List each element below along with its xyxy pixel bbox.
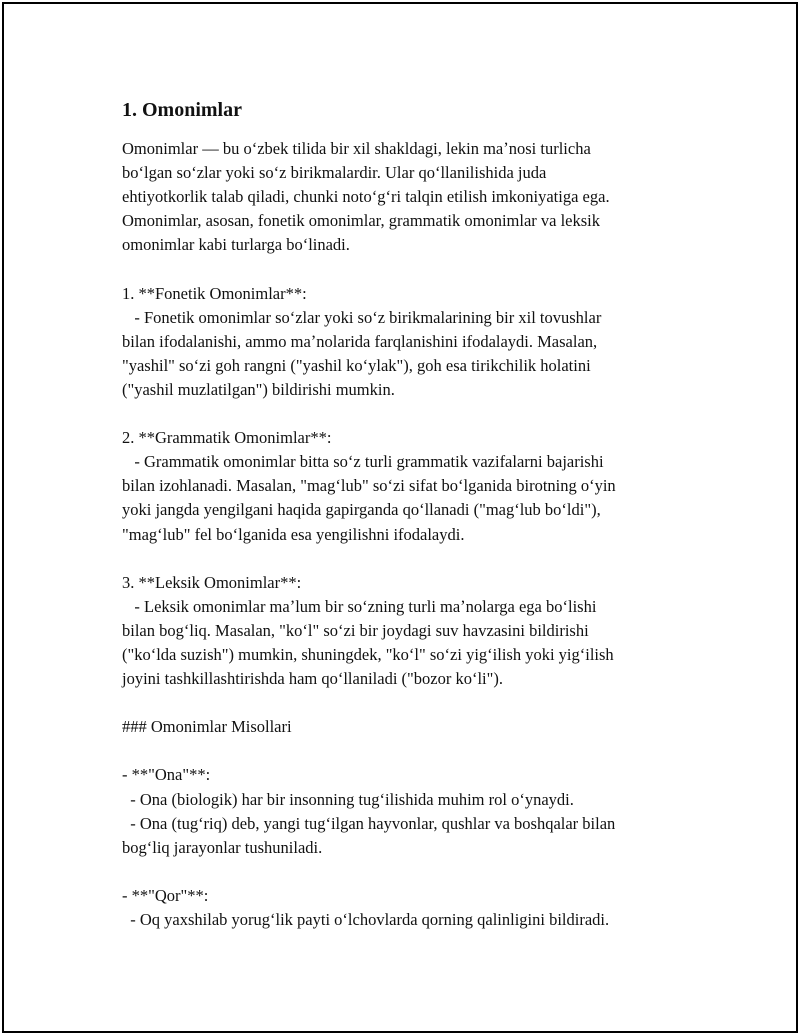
text-line: ("yashil muzlatilgan") bildirishi mumkin. (122, 379, 395, 399)
text-line: "magʻlub" fel boʻlganida esa yengilishni ifodalaydi. (122, 524, 465, 544)
text-line: bilan bogʻliq. Masalan, "koʻl" soʻzi bir joydagi suv havzasini bildirishi (122, 620, 589, 640)
text-line: bogʻliq jarayonlar tushuniladi. (122, 837, 323, 857)
text-line: - Oq yaxshilab yorugʻlik payti oʻlchovlarda qorning qalinligini bildiradi. (122, 910, 610, 929)
intro-paragraph (122, 137, 682, 257)
blank-line (122, 739, 682, 763)
text-line: yoki jangda yengilgani haqida gapirganda qoʻllanadi ("magʻlub boʻldi"), (122, 500, 601, 520)
section-heading: 2. **Grammatik Omonimlar**: (122, 428, 332, 448)
text-line: - Ona (tugʻriq) deb, yangi tugʻilgan hayvonlar, qushlar va boshqalar bilan (122, 813, 616, 833)
text-line: - Leksik omonimlar maʼlum bir soʻzning turli maʼnolarga ega boʻlishi (122, 596, 597, 616)
text-line: - Fonetik omonimlar soʻzlar yoki soʻz birikmalarining bir xil tovushlar (122, 307, 602, 327)
blank-line (122, 257, 682, 281)
text-line: bilan ifodalanishi, ammo maʼnolarida farqlanishini ifodalaydi. Masalan, (122, 331, 598, 351)
blank-line (122, 860, 682, 884)
examples-heading: ### Omonimlar Misollari (122, 717, 292, 737)
example-heading: - **"Qor"**: (122, 885, 209, 905)
example-ona (122, 763, 682, 859)
text-line: - Grammatik omonimlar bitta soʻz turli grammatik vazifalarni bajarishi (122, 452, 604, 472)
example-qor (122, 884, 682, 932)
section-heading: 1. **Fonetik Omonimlar**: (122, 283, 307, 303)
blank-line (122, 691, 682, 715)
text-line: boʻlgan soʻzlar yoki soʻz birikmalardir. Ular qoʻllanilishida juda (122, 163, 547, 183)
section-grammatik (122, 426, 682, 546)
text-line: bilan izohlanadi. Masalan, "magʻlub" soʻzi sifat boʻlganida birotning oʻyin (122, 476, 616, 496)
page-title: 1. Omonimlar (122, 99, 242, 121)
example-heading: - **"Ona"**: (122, 765, 211, 785)
text-line: Omonimlar, asosan, fonetik omonimlar, grammatik omonimlar va leksik (122, 211, 601, 231)
text-line: Omonimlar — bu oʻzbek tilida bir xil shakldagi, lekin maʼnosi turlicha (122, 139, 591, 158)
document-body (122, 97, 682, 932)
text-line: "yashil" soʻzi goh rangni ("yashil koʻylak"), goh esa tirikchilik holatini (122, 355, 591, 375)
section-fonetik (122, 282, 682, 402)
text-line: - Ona (biologik) har bir insonning tugʻilishida muhim rol oʻynaydi. (122, 789, 574, 809)
blank-line (122, 547, 682, 571)
text-line: ("koʻlda suzish") mumkin, shuningdek, "koʻl" soʻzi yigʻilish yoki yigʻilish (122, 644, 614, 664)
section-heading: 3. **Leksik Omonimlar**: (122, 572, 302, 592)
text-line: joyini tashkillashtirishda ham qoʻllaniladi ("bozor koʻli"). (122, 669, 503, 689)
page-frame (2, 2, 798, 1033)
text-line: omonimlar kabi turlarga boʻlinadi. (122, 235, 350, 255)
text-line: ehtiyotkorlik talab qiladi, chunki notoʻgʻri talqin etilish imkoniyatiga ega. (122, 187, 610, 207)
blank-line (122, 402, 682, 426)
section-leksik (122, 571, 682, 691)
